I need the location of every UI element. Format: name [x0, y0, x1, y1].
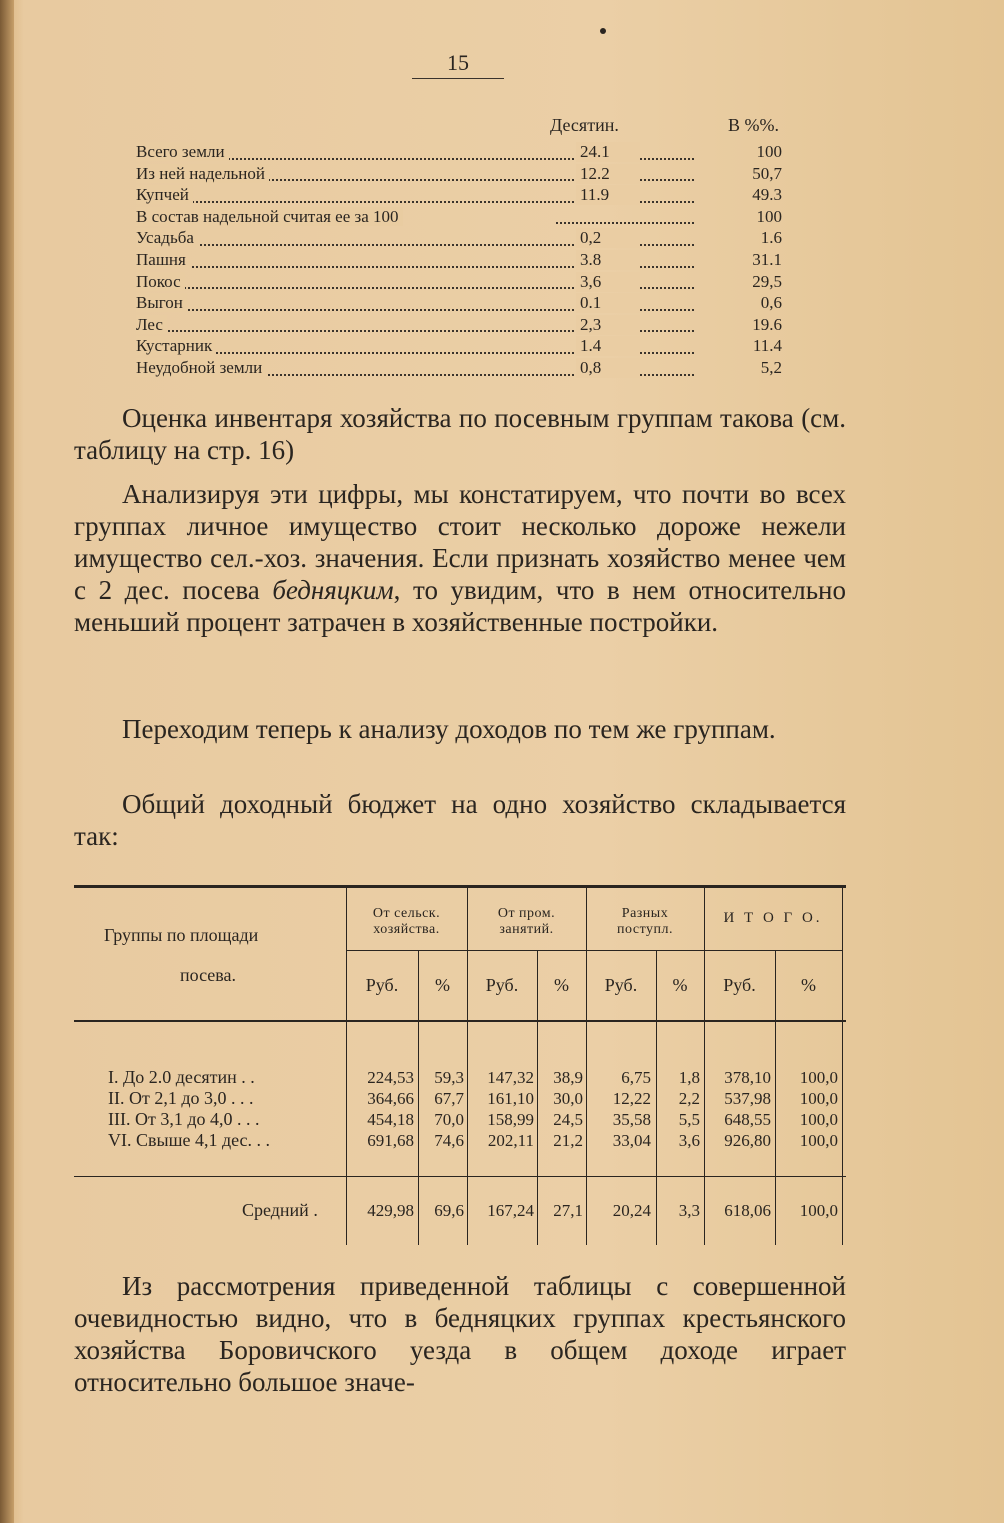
table-row-value: 100,0 — [799, 1110, 838, 1129]
table-row-value: 161,10 — [487, 1089, 534, 1108]
book-spine — [0, 0, 14, 1523]
average-row-value: 27,1 — [553, 1201, 583, 1220]
table-vline — [467, 885, 468, 1245]
paragraph-conclusion: Из рассмотрения приведенной таблицы с совершенной очевидностью видно, что в бедняцких группах крестьянского хозяйства Боровичского уезда в общем доходе играет относительно большое значе- — [74, 1271, 846, 1397]
land-row-label: Пашня — [136, 250, 190, 269]
land-row — [136, 293, 816, 315]
land-row-label: Всего земли — [136, 142, 229, 161]
table-row-value: 74,6 — [434, 1131, 464, 1150]
land-header-desyatin: Десятин. — [550, 115, 619, 135]
land-row-label: Лес — [136, 315, 167, 334]
land-row — [136, 142, 816, 164]
col-header-agri-2: хозяйства. — [373, 922, 440, 937]
land-row-pct: 19.6 — [752, 314, 782, 334]
land-row-desyatin: 12.2 — [576, 164, 640, 184]
subheader-rub: Руб. — [604, 975, 638, 995]
table-row-value: 147,32 — [487, 1068, 534, 1087]
table-row-value: 35,58 — [612, 1110, 651, 1129]
land-row-pct: 11.4 — [752, 336, 782, 356]
average-row-value: 69,6 — [434, 1201, 464, 1220]
average-row-label: Средний . — [242, 1200, 318, 1220]
paragraph-inventory: Оценка инвентаря хозяйства по посевным группам такова (см. таблицу на стр. 16) — [74, 403, 846, 465]
subheader-pct: % — [801, 975, 816, 995]
table-row-value: 100,0 — [799, 1131, 838, 1150]
land-row-label: В состав надельной считая ее за 100 — [136, 207, 403, 226]
table-row-value: 30,0 — [553, 1089, 583, 1108]
paragraph-analysis-part2: , то увидим, что в нем относительно меньший процент затрачен в хозяйственные постройки. — [74, 575, 846, 637]
average-row-value: 429,98 — [367, 1201, 414, 1220]
col-header-agri — [346, 906, 467, 938]
land-row-pct: 31.1 — [752, 249, 782, 269]
table-row-value: 202,11 — [487, 1131, 534, 1150]
table-row-value: 648,55 — [724, 1110, 771, 1129]
table-row-label: I. До 2.0 десятин . . — [108, 1067, 255, 1087]
land-row-desyatin: 0,8 — [576, 358, 640, 378]
land-row-label: Купчей — [136, 185, 193, 204]
land-row — [136, 185, 816, 207]
table-row-value: 158,99 — [487, 1110, 534, 1129]
land-row-label: Усадьба — [136, 228, 198, 247]
table-row-value: 67,7 — [434, 1089, 464, 1108]
land-row-desyatin: 0,2 — [576, 228, 640, 248]
page-number-rule — [412, 78, 504, 79]
paragraph-transition: Переходим теперь к анализу доходов по тем же группам. — [122, 714, 776, 744]
land-row-pct: 49.3 — [752, 185, 782, 205]
subheader-rub: Руб. — [365, 975, 399, 995]
table-row-value: 454,18 — [367, 1110, 414, 1129]
land-row-desyatin: 3,6 — [576, 272, 640, 292]
average-row-value: 618,06 — [724, 1201, 771, 1220]
col-header-other-2: поступл. — [617, 922, 673, 937]
paragraph-budget-intro: Общий доходный бюджет на одно хозяйство складывается так: — [74, 789, 846, 851]
table-row-value: 537,98 — [724, 1089, 771, 1108]
col-header-total-1: И Т О Г О. — [723, 910, 823, 926]
table-row-value: 378,10 — [724, 1068, 771, 1087]
average-row-value: 167,24 — [487, 1201, 534, 1220]
table-row-value: 3,6 — [678, 1131, 700, 1150]
subheader-rub: Руб. — [723, 975, 756, 995]
table-row-label: III. От 3,1 до 4,0 . . . — [108, 1109, 260, 1129]
table-average-rule — [74, 1176, 846, 1177]
land-row-pct: 1.6 — [760, 228, 782, 248]
average-row-value: 3,3 — [678, 1201, 700, 1220]
table-row-value: 12,22 — [612, 1089, 651, 1108]
land-row — [136, 336, 816, 358]
col-header-other — [586, 906, 704, 938]
paragraph-analysis — [74, 478, 846, 638]
land-row — [136, 228, 816, 250]
table-row-value: 926,80 — [724, 1131, 771, 1150]
table-row-value: 100,0 — [799, 1068, 838, 1087]
land-row-pct: 29,5 — [752, 271, 782, 291]
col-header-other-1: Разных — [621, 906, 669, 921]
land-row-pct: 100 — [756, 206, 782, 226]
land-row — [136, 164, 816, 186]
land-row-label: Покос — [136, 272, 185, 291]
land-row-label: Неудобной земли — [136, 358, 266, 377]
table-row-value: 24,5 — [553, 1110, 583, 1129]
table-row-value: 33,04 — [612, 1131, 651, 1150]
land-row — [136, 272, 816, 294]
table-row-value: 6,75 — [621, 1068, 651, 1087]
page-number: 15 — [447, 50, 469, 75]
table-row-value: 691,68 — [367, 1131, 414, 1150]
land-row-pct: 100 — [756, 142, 782, 161]
land-row-desyatin: 24.1 — [576, 142, 640, 162]
land-row-label: Из ней надельной — [136, 164, 269, 183]
land-row-desyatin: 0.1 — [576, 293, 640, 313]
land-row-label: Выгон — [136, 293, 187, 312]
col-header-industry — [467, 906, 586, 938]
group-header-line2: посева. — [180, 965, 237, 985]
col-header-industry-2: занятий. — [499, 922, 554, 937]
land-row-label: Кустарник — [136, 336, 216, 355]
land-row-desyatin: 2,3 — [576, 315, 640, 335]
average-row-value: 100,0 — [799, 1201, 838, 1220]
table-row-label: II. От 2,1 до 3,0 . . . — [108, 1088, 254, 1108]
land-row-pct: 0,6 — [760, 293, 782, 313]
land-row-pct: 5,2 — [760, 357, 782, 377]
average-row-value: 20,24 — [612, 1201, 651, 1220]
col-header-industry-1: От пром. — [497, 906, 556, 921]
land-row — [136, 358, 816, 380]
table-row-value: 364,66 — [367, 1089, 414, 1108]
table-row-value: 224,53 — [367, 1068, 414, 1087]
land-row — [136, 250, 816, 272]
table-top-rule — [74, 885, 846, 888]
print-speck — [600, 28, 606, 34]
table-row-value: 5,5 — [678, 1110, 700, 1129]
land-row — [136, 315, 816, 337]
table-vline — [704, 885, 705, 1245]
table-row-value: 70,0 — [434, 1110, 464, 1129]
table-row-value: 1,8 — [678, 1068, 700, 1087]
land-row — [136, 207, 816, 229]
table-row-value: 38,9 — [553, 1068, 583, 1087]
land-row-pct: 50,7 — [752, 163, 782, 183]
table-row-value: 59,3 — [434, 1068, 464, 1087]
subheader-pct: % — [672, 975, 688, 995]
table-vline — [842, 885, 843, 1245]
table-row-value: 100,0 — [799, 1089, 838, 1108]
group-header: Группы по площади — [104, 925, 259, 945]
col-header-total — [704, 910, 842, 926]
table-header-rule — [74, 1020, 846, 1022]
land-header-percent: В %%. — [728, 115, 779, 135]
table-subheader-rule — [346, 950, 842, 951]
subheader-pct: % — [554, 975, 569, 995]
paragraph-analysis-italic: бедняцким — [272, 575, 394, 605]
col-header-agri-1: От сельск. — [372, 906, 441, 921]
land-row-desyatin: 11.9 — [576, 185, 640, 205]
table-vline — [586, 885, 587, 1245]
subheader-rub: Руб. — [485, 975, 519, 995]
table-row-label: VI. Свыше 4,1 дес. . . — [108, 1130, 271, 1150]
land-row-desyatin: 3.8 — [576, 250, 640, 270]
table-vline — [346, 885, 347, 1245]
table-row-value: 21,2 — [553, 1131, 583, 1150]
table-row-value: 2,2 — [678, 1089, 700, 1108]
land-table — [136, 142, 816, 380]
subheader-pct: % — [435, 975, 450, 995]
paragraph-analysis-part1: Анализируя эти цифры, мы констатируем, что почти во всех группах личное имущество стоит несколько дороже нежели имущество сел.-хоз. значения. Если признать хозяйство менее чем с 2 дес. посева — [74, 479, 846, 605]
land-row-desyatin: 1.4 — [576, 336, 640, 356]
